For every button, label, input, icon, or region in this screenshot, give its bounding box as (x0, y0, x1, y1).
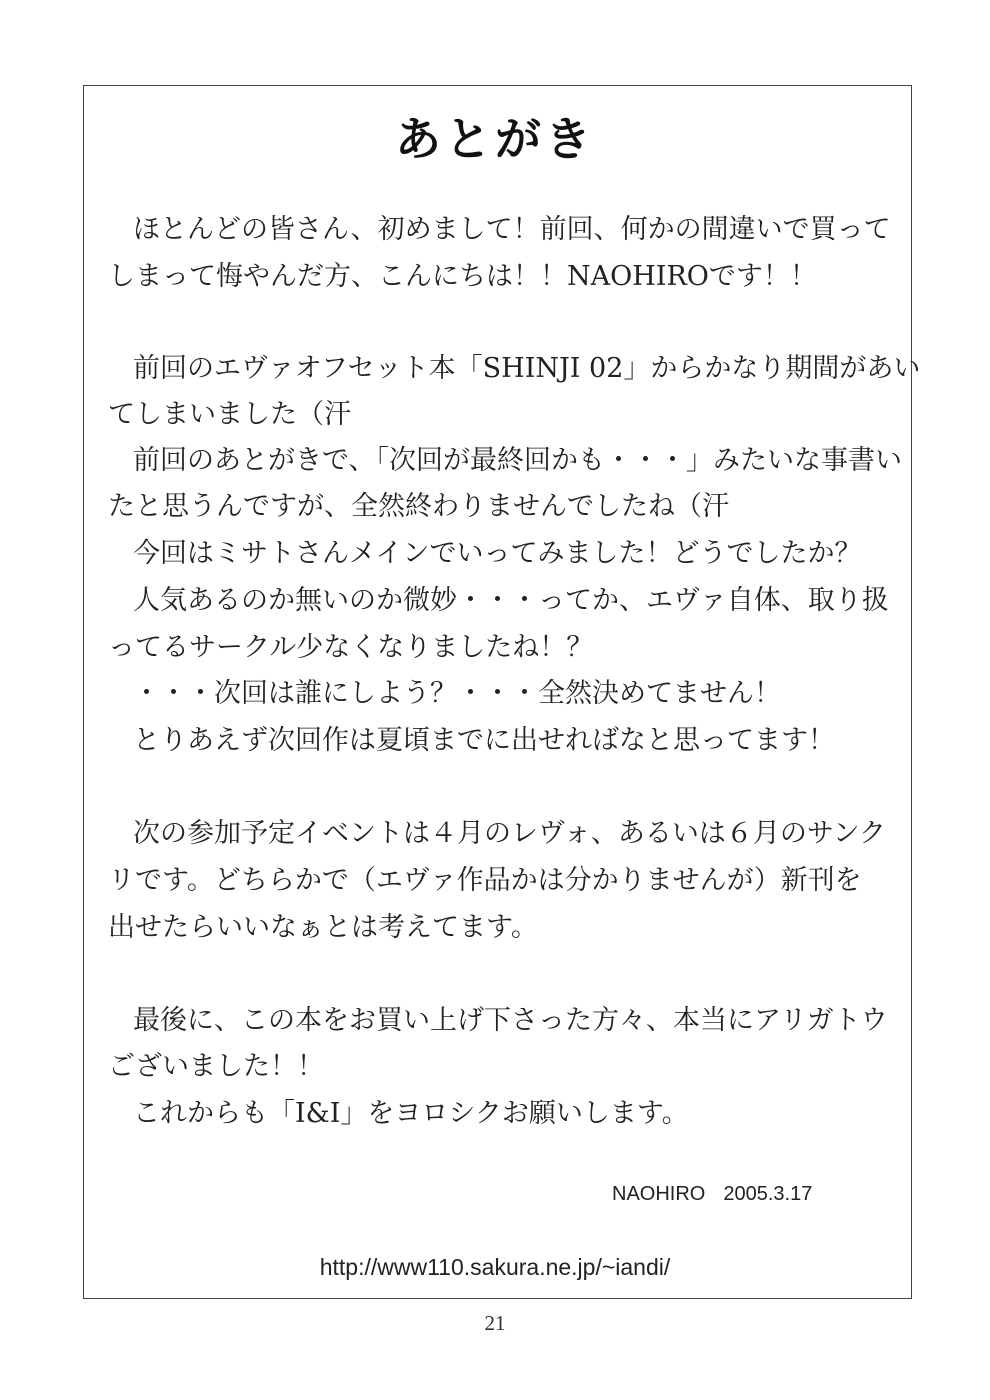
text-line: ございました！！ (108, 1051, 324, 1082)
website-url: http://www110.sakura.ne.jp/~iandi/ (319, 1254, 671, 1280)
text-line: ってるサークル少なくなりましたね！？ (108, 632, 594, 663)
text-line: とりあえず次回作は夏頃までに出せればなと思ってます！ (133, 725, 835, 756)
text-line: ・・・次回は誰にしよう？・・・全然決めてません！ (133, 678, 781, 709)
text-line: 今回はミサトさんメインでいってみました！どうでしたか？ (133, 538, 862, 569)
text-line: 次の参加予定イベントは４月のレヴォ、あるいは６月のサンク (133, 818, 887, 849)
signature (612, 1183, 812, 1206)
signature-date: 2005.3.17 (723, 1183, 813, 1205)
text-line: しまって悔やんだ方、こんにちは！！NAOHIROです！！ (108, 261, 817, 292)
page-title: あとがき (395, 112, 595, 166)
text-line: 最後に、この本をお買い上げ下さった方々、本当にアリガトウ (133, 1005, 888, 1036)
signature-author: NAOHIRO (612, 1183, 706, 1205)
text-line: ほとんどの皆さん、初めまして！前回、何かの間違いで買って (133, 214, 891, 245)
page-number: 21 (484, 1311, 506, 1335)
text-line: 人気あるのか無いのか微妙・・・ってか、エヴァ自体、取り扱 (133, 585, 889, 616)
text-line: 出せたらいいなぁとは考えてます。 (108, 912, 538, 943)
text-line: 前回のあとがきで、「次回が最終回かも・・・」みたいな事書い (133, 445, 902, 476)
text-line: 前回のエヴァオフセット本「SHINJI 02」からかなり期間があい (133, 353, 921, 384)
text-line: リです。どちらかで（エヴァ作品かは分かりませんが）新刊を (108, 865, 862, 896)
text-line: てしまいました（汗 (108, 399, 351, 430)
text-line: これからも「I&I」をヨロシクお願いします。 (133, 1098, 689, 1129)
text-line: たと思うんですが、全然終わりませんでしたね（汗 (108, 491, 729, 522)
